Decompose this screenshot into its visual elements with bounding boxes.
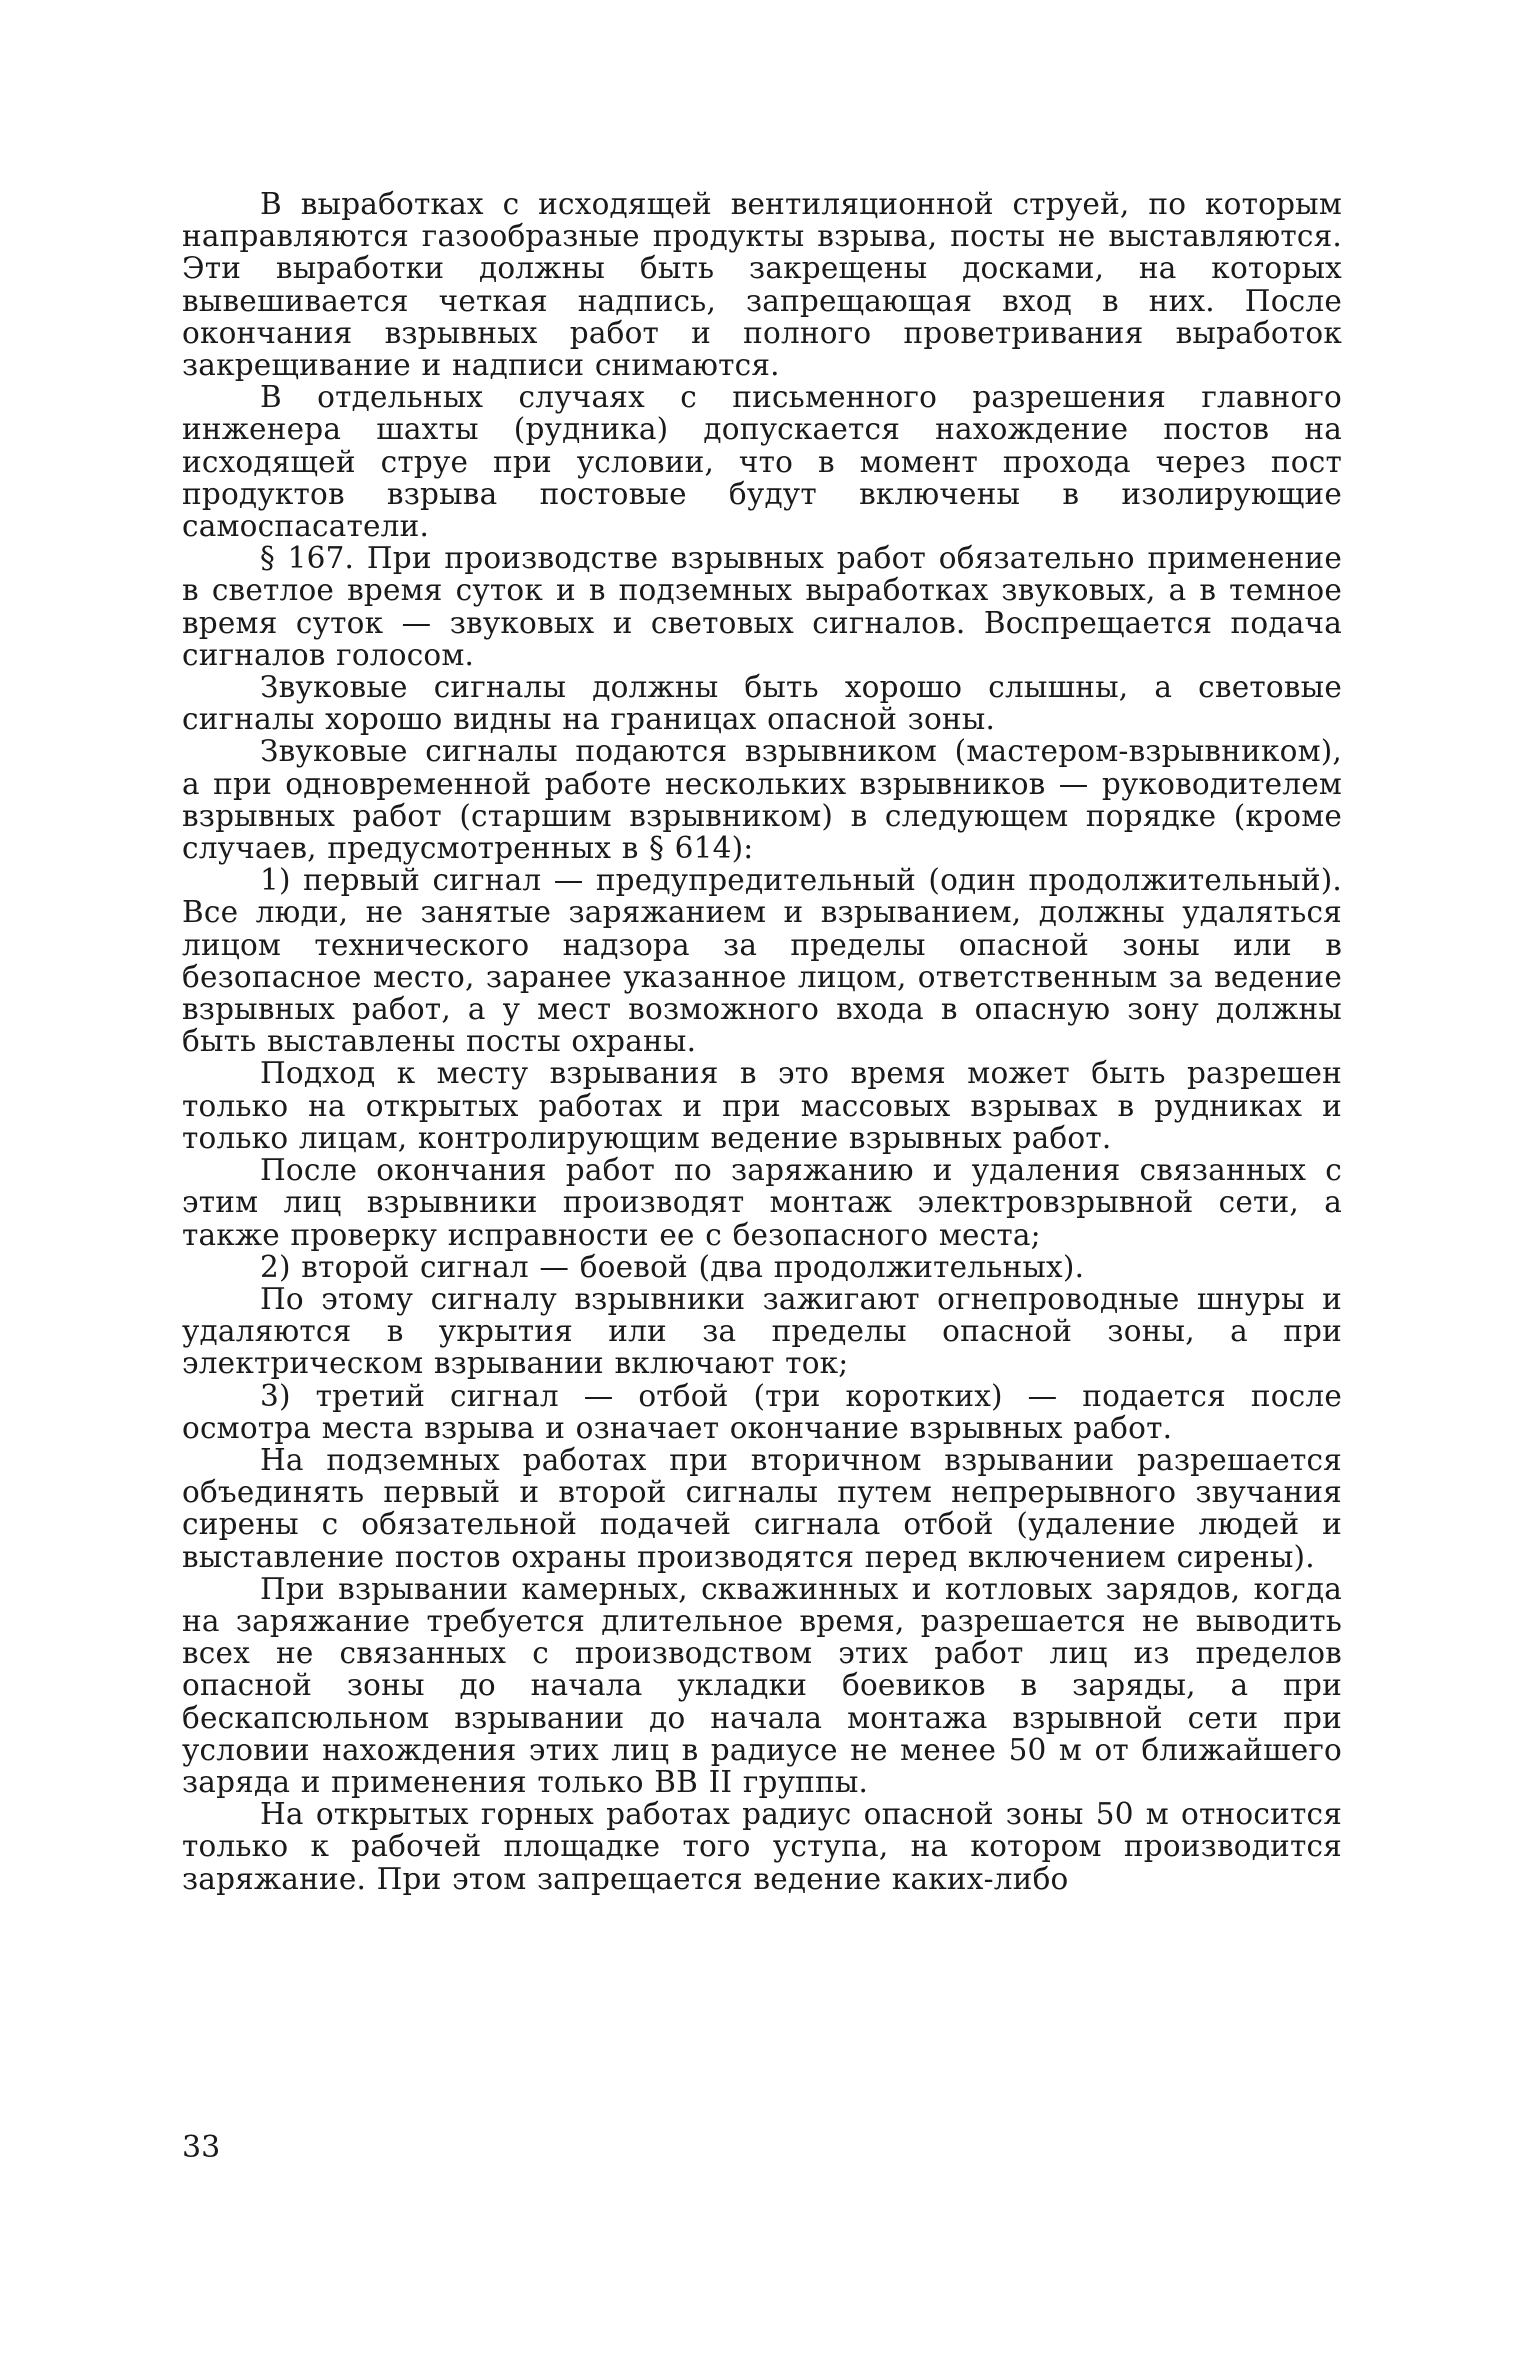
paragraph-first-signal: 1) первый сигнал — предупредительный (один продолжительный). Все люди, не занятые заряжанием и взрыванием, должны удаляться лицом технического надзора за пределы опасной зоны или в безопасное место, заранее указанное лицом, ответственным за ведение взрывных работ, а у мест возможного входа в опасную зону должны быть выставлены посты охраны. <box>182 863 1342 1059</box>
page-body <box>182 188 1342 1895</box>
page-number: 33 <box>182 2130 221 2165</box>
paragraph-signal-order: Звуковые сигналы подаются взрывником (мастером-взрывником), а при одновременной работе нескольких взрывников — руководителем взрывных работ (старшим взрывником) в следующем порядке (кроме случаев, предусмотренных в § 614): <box>182 734 1342 866</box>
paragraph-approach-blast-site: Подход к месту взрывания в это время может быть разрешен только на открытых работах и при массовых взрывах в рудниках и только лицам, контролирующим ведение взрывных работ. <box>182 1056 1342 1155</box>
paragraph-third-signal: 3) третий сигнал — отбой (три коротких) — подается после осмотра места взрыва и означает окончание взрывных работ. <box>182 1378 1342 1445</box>
paragraph-second-signal: 2) второй сигнал — боевой (два продолжительных). <box>260 1249 1085 1284</box>
paragraph-chamber-charges: При взрывании камерных, скважинных и котловых зарядов, когда на заряжание требуется длительное время, разрешается не выводить всех не связанных с производством этих работ лиц из пределов опасной зоны до начала укладки боевиков в заряды, а при бескапсюльном взрывании до начала монтажа взрывной сети при условии нахождения этих лиц в радиусе не менее 50 м от ближайшего заряда и применения только ВВ II группы. <box>182 1571 1342 1799</box>
paragraph-open-pit-radius: На открытых горных работах радиус опасной зоны 50 м относится только к рабочей площадке того уступа, на котором производится заряжание. При этом запрещается ведение каких-либо <box>182 1797 1342 1896</box>
paragraph-after-charging: После окончания работ по заряжанию и удаления связанных с этим лиц взрывники производят монтаж электровзрывной сети, а также проверку исправности ее с безопасного места; <box>182 1153 1342 1252</box>
paragraph-ventilation-posts: В выработках с исходящей вентиляционной струей, по которым направляются газообразные продукты взрыва, посты не выставляются. Эти выработки должны быть закрещены досками, на которых вывешивается четкая надпись, запрещающая вход в них. После окончания взрывных работ и полного проветривания выработок закрещивание и надписи снимаются. <box>182 187 1342 383</box>
paragraph-underground-secondary: На подземных работах при вторичном взрывании разрешается объединять первый и второй сигналы путем непрерывного звучания сирены с обязательной подачей сигнала отбой (удаление людей и выставление постов охраны производятся перед включением сирены). <box>182 1442 1342 1574</box>
paragraph-signals-visibility: Звуковые сигналы должны быть хорошо слышны, а световые сигналы хорошо видны на границах опасной зоны. <box>182 670 1342 737</box>
paragraph-section-167: § 167. При производстве взрывных работ обязательно применение в светлое время суток и в подземных выработках звуковых, а в темное время суток — звуковых и световых сигналов. Воспрещается подача сигналов голосом. <box>182 541 1342 672</box>
paragraph-chief-engineer-permission: В отдельных случаях с письменного разрешения главного инженера шахты (рудника) допускается нахождение постов на исходящей струе при условии, что в момент прохода через пост продуктов взрыва постовые будут включены в изолирующие самоспасатели. <box>182 380 1342 544</box>
paragraph-ignition: По этому сигналу взрывники зажигают огнепроводные шнуры и удаляются в укрытия или за пределы опасной зоны, а при электрическом взрывании включают ток; <box>182 1281 1342 1381</box>
